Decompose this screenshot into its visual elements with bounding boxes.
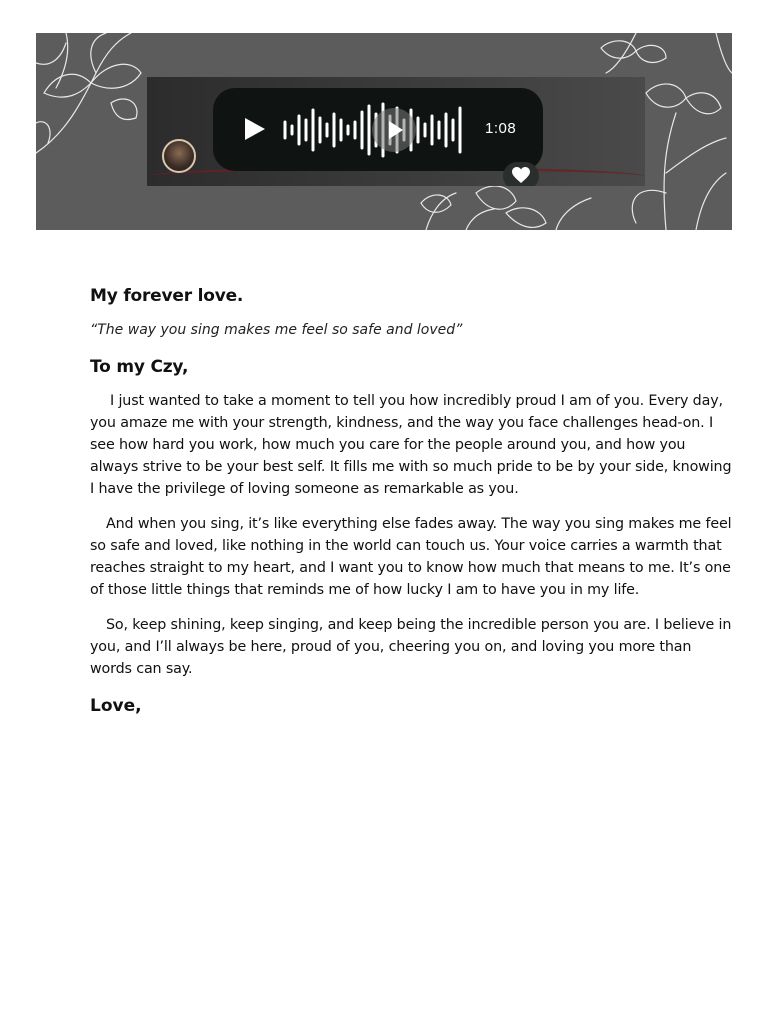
letter-paragraph: I just wanted to take a moment to tell you how incredibly proud I am of you. Every day, you amaze me with your strength, kindness, and the way you face challenges head-on. I see how hard you work, how much you care for the people around you, and how you always strive to be your best self. It fills me with so much pride to be by your side, knowing I have the privilege of loving someone as remarkable as you. <box>90 393 732 497</box>
letter-paragraph: So, keep shining, keep singing, and keep being the incredible person you are. I believe in you, and I’ll always be here, proud of you, cheering you on, and loving you more than words can say. <box>90 617 732 677</box>
letter-greeting: To my Czy, <box>90 357 189 377</box>
letter-quote: “The way you sing makes me feel so safe and loved” <box>90 322 463 338</box>
play-icon <box>372 108 416 152</box>
like-button[interactable] <box>503 162 539 186</box>
letter-title: My forever love. <box>90 286 244 306</box>
letter-body <box>90 286 736 716</box>
video-play-overlay[interactable] <box>372 108 416 152</box>
play-icon[interactable] <box>240 115 268 143</box>
video-thumbnail[interactable] <box>147 77 645 186</box>
header-banner <box>36 33 732 230</box>
duration-label: 1:08 <box>485 120 517 137</box>
avatar <box>162 139 196 173</box>
letter-signoff: Love, <box>90 696 142 716</box>
heart-icon <box>512 167 530 184</box>
letter-paragraph: And when you sing, it’s like everything else fades away. The way you sing makes me feel so safe and loved, like nothing in the world can touch us. Your voice carries a warmth that reaches straight to my heart, and I want you to know how much that means to me. It’s one of those little things that reminds me of how lucky I am to have you in my life. <box>90 516 732 598</box>
voice-message-player <box>213 88 543 171</box>
